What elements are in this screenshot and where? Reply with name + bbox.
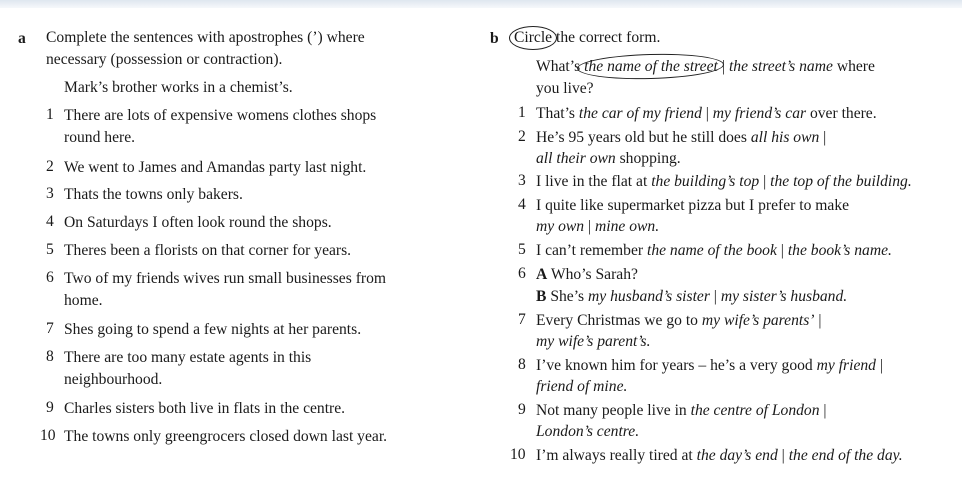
item-text bbox=[536, 446, 903, 466]
item-number: 7 bbox=[518, 311, 526, 328]
option-2: the street’s name bbox=[728, 58, 833, 75]
instruction-line-2: necessary (possession or contraction). bbox=[46, 51, 283, 68]
item-post: shopping. bbox=[615, 150, 681, 167]
option-1: my own bbox=[536, 218, 585, 235]
item-pre: She’s bbox=[550, 288, 589, 305]
item-number: 1 bbox=[518, 104, 526, 121]
item-text bbox=[536, 287, 847, 307]
option-2: my friend’s car bbox=[712, 105, 807, 122]
item-text: neighbourhood. bbox=[64, 371, 163, 388]
item-pre: He’s 95 years old but he still does bbox=[536, 129, 751, 146]
option-separator: | bbox=[777, 447, 789, 464]
option-2: my sister’s husband. bbox=[720, 288, 848, 305]
item-number: 2 bbox=[46, 158, 54, 175]
item-text: round here. bbox=[64, 129, 136, 146]
item-number: 3 bbox=[46, 185, 54, 202]
item-text bbox=[536, 217, 659, 237]
item-text: There are too many estate agents in this bbox=[64, 349, 312, 366]
item-text: I quite like supermarket pizza but I prefer to make bbox=[536, 197, 850, 214]
item-number: 10 bbox=[40, 427, 56, 444]
circle-word: Circle bbox=[514, 29, 553, 46]
item-number: 8 bbox=[46, 348, 54, 365]
exercise-letter: b bbox=[490, 30, 499, 47]
exercise-letter: a bbox=[18, 30, 26, 47]
item-text: There are lots of expensive womens clothes shops bbox=[64, 107, 377, 124]
example-line-2: you live? bbox=[536, 80, 594, 97]
option-1: the car of my friend bbox=[578, 105, 702, 122]
item-pre: That’s bbox=[536, 105, 579, 122]
option-2: all their own bbox=[536, 150, 616, 167]
item-text bbox=[536, 356, 883, 376]
item-text bbox=[536, 422, 639, 442]
option-2: my wife’s parent’s. bbox=[536, 333, 651, 350]
item-text bbox=[536, 241, 892, 261]
item-number: 7 bbox=[46, 320, 54, 337]
example-sentence: Mark’s brother works in a chemist’s. bbox=[64, 79, 293, 96]
item-text: home. bbox=[64, 292, 103, 309]
item-text bbox=[536, 332, 651, 352]
option-separator: | bbox=[814, 312, 822, 329]
item-text: Charles sisters both live in flats in the centre. bbox=[64, 400, 346, 417]
item-text: Thats the towns only bakers. bbox=[64, 186, 243, 203]
item-text bbox=[536, 311, 822, 331]
option-separator: | bbox=[701, 105, 713, 122]
circled-answer: the name of the street bbox=[584, 58, 718, 75]
option-1: my friend bbox=[816, 357, 876, 374]
option-2: the book’s name. bbox=[787, 242, 892, 259]
item-number: 10 bbox=[510, 446, 526, 463]
item-text bbox=[536, 128, 826, 148]
example-line-1 bbox=[536, 57, 875, 77]
speaker-label: B bbox=[536, 288, 547, 305]
item-pre: I’ve known him for years – he’s a very good bbox=[536, 357, 817, 374]
example-post: where bbox=[836, 58, 875, 75]
option-separator: | bbox=[819, 129, 827, 146]
item-text bbox=[536, 149, 681, 169]
item-text: Two of my friends wives run small businesses from bbox=[64, 270, 387, 287]
option-1: all his own bbox=[750, 129, 820, 146]
item-text: Theres been a florists on that corner for years. bbox=[64, 242, 352, 259]
item-number: 6 bbox=[46, 269, 54, 286]
option-1: the name of the book bbox=[646, 242, 777, 259]
item-text: The towns only greengrocers closed down last year. bbox=[64, 428, 388, 445]
example-pre: What’s bbox=[536, 58, 581, 75]
option-2: mine own. bbox=[595, 218, 660, 235]
item-number: 5 bbox=[518, 241, 526, 258]
item-pre: I live in the flat at bbox=[536, 173, 652, 190]
item-number: 8 bbox=[518, 356, 526, 373]
item-pre: I can’t remember bbox=[536, 242, 647, 259]
option-separator: | bbox=[721, 58, 725, 75]
option-separator: | bbox=[819, 402, 827, 419]
item-pre: Not many people live in bbox=[536, 402, 691, 419]
item-pre: Who’s Sarah? bbox=[550, 266, 638, 283]
instruction-line-1: Complete the sentences with apostrophes (’) where bbox=[46, 29, 365, 46]
option-2: the end of the day. bbox=[788, 447, 903, 464]
item-text bbox=[536, 104, 877, 124]
item-text: We went to James and Amandas party last night. bbox=[64, 159, 367, 176]
item-text bbox=[536, 401, 827, 421]
option-separator: | bbox=[875, 357, 883, 374]
item-pre: Every Christmas we go to bbox=[536, 312, 702, 329]
option-separator: | bbox=[759, 173, 771, 190]
top-bar bbox=[0, 0, 962, 8]
option-2: friend of mine. bbox=[536, 378, 628, 395]
item-pre: I’m always really tired at bbox=[536, 447, 697, 464]
item-post: over there. bbox=[806, 105, 877, 122]
item-number: 5 bbox=[46, 241, 54, 258]
speaker-label: A bbox=[536, 266, 548, 283]
option-separator: | bbox=[709, 288, 721, 305]
item-number: 4 bbox=[518, 196, 526, 213]
option-1: my wife’s parents’ bbox=[701, 312, 815, 329]
item-number: 9 bbox=[518, 401, 526, 418]
option-2: the top of the building. bbox=[770, 173, 912, 190]
instruction-rest: the correct form. bbox=[556, 29, 661, 46]
option-1: the day’s end bbox=[696, 447, 778, 464]
option-separator: | bbox=[584, 218, 595, 235]
item-number: 1 bbox=[46, 106, 54, 123]
instruction-line bbox=[514, 28, 660, 48]
item-number: 6 bbox=[518, 265, 526, 282]
option-2: London’s centre. bbox=[536, 423, 640, 440]
item-number: 3 bbox=[518, 172, 526, 189]
item-text: On Saturdays I often look round the shops. bbox=[64, 214, 332, 231]
option-separator: | bbox=[776, 242, 788, 259]
option-1: my husband’s sister bbox=[588, 288, 710, 305]
item-text bbox=[536, 377, 627, 397]
item-number: 2 bbox=[518, 128, 526, 145]
item-number: 4 bbox=[46, 213, 54, 230]
item-text bbox=[536, 265, 638, 285]
option-1: the centre of London bbox=[690, 402, 820, 419]
item-text bbox=[536, 172, 912, 192]
option-1: the building’s top bbox=[651, 173, 760, 190]
item-text: Shes going to spend a few nights at her parents. bbox=[64, 321, 362, 338]
item-number: 9 bbox=[46, 399, 54, 416]
